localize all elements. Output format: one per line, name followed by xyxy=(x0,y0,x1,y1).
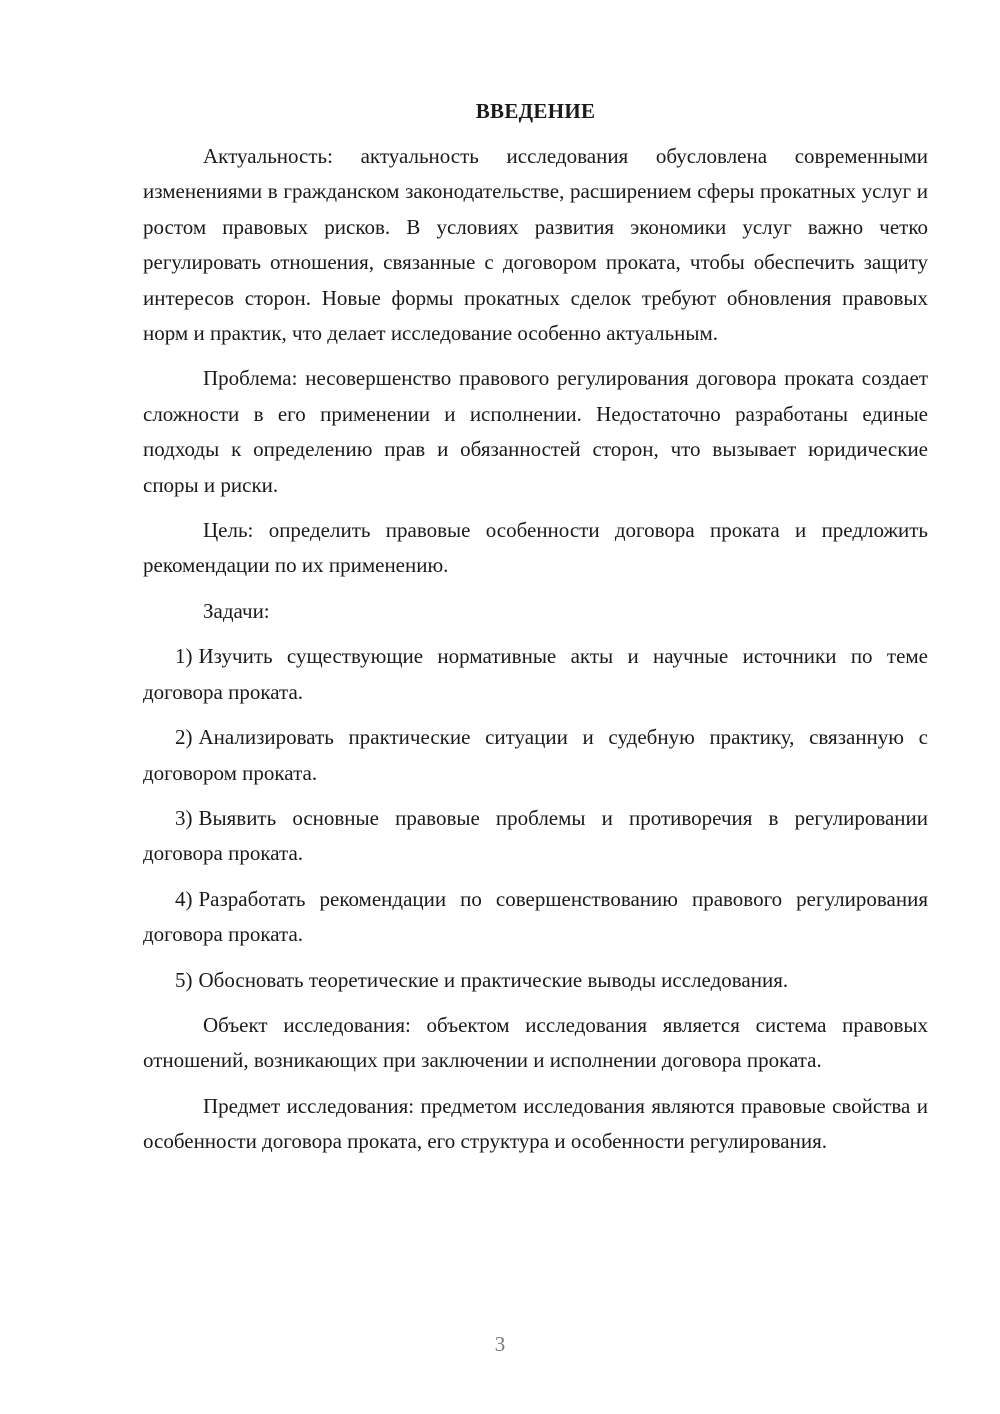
paragraph-relevance: Актуальность: актуальность исследования обусловлена современными изменениями в гражданском законодательстве, расширением сферы прокатных услуг и ростом правовых рисков. В условиях развития экономики услуг важно четко регулировать отношения, связанные с договором проката, чтобы обеспечить защиту интересов сторон. Новые формы прокатных сделок требуют обновления правовых норм и практик, что делает исследование особенно актуальным. xyxy=(143,144,928,346)
paragraph-object: Объект исследования: объектом исследования является система правовых отношений, возникающих при заключении и исполнении договора проката. xyxy=(143,1012,928,1073)
list-item xyxy=(143,801,928,872)
paragraph-subject: Предмет исследования: предметом исследования являются правовые свойства и особенности договора проката, его структура и особенности регулирования. xyxy=(143,1093,928,1154)
list-item-number: 4) xyxy=(175,886,193,911)
list-item-text: Анализировать практические ситуации и судебную практику, связанную с договором проката. xyxy=(143,725,928,785)
list-item-text: Выявить основные правовые проблемы и противоречия в регулировании договора проката. xyxy=(143,805,928,866)
list-item xyxy=(143,720,928,791)
paragraph-tasks-heading: Задачи: xyxy=(203,598,270,623)
list-item xyxy=(143,882,928,953)
page-number: 3 xyxy=(494,1332,506,1356)
list-item-text: Обосновать теоретические и практические выводы исследования. xyxy=(198,967,789,992)
list-item-number: 1) xyxy=(175,644,193,669)
list-item xyxy=(143,963,928,998)
list-item-text: Разработать рекомендации по совершенствованию правового регулирования договора проката. xyxy=(143,886,928,947)
task-list xyxy=(143,639,928,998)
list-item-number: 5) xyxy=(175,967,193,992)
list-item-number: 2) xyxy=(175,725,193,750)
paragraph-goal: Цель: определить правовые особенности договора проката и предложить рекомендации по их применению. xyxy=(143,518,928,578)
list-item-text: Изучить существующие нормативные акты и научные источники по теме договора проката. xyxy=(143,644,928,704)
list-item xyxy=(143,639,928,710)
page-title: ВВЕДЕНИЕ xyxy=(475,99,596,123)
document-page xyxy=(143,95,928,1170)
list-item-number: 3) xyxy=(175,805,193,830)
paragraph-problem: Проблема: несовершенство правового регулирования договора проката создает сложности в его применении и исполнении. Недостаточно разработаны единые подходы к определению прав и обязанностей сторон, что вызывает юридические споры и риски. xyxy=(143,366,928,497)
